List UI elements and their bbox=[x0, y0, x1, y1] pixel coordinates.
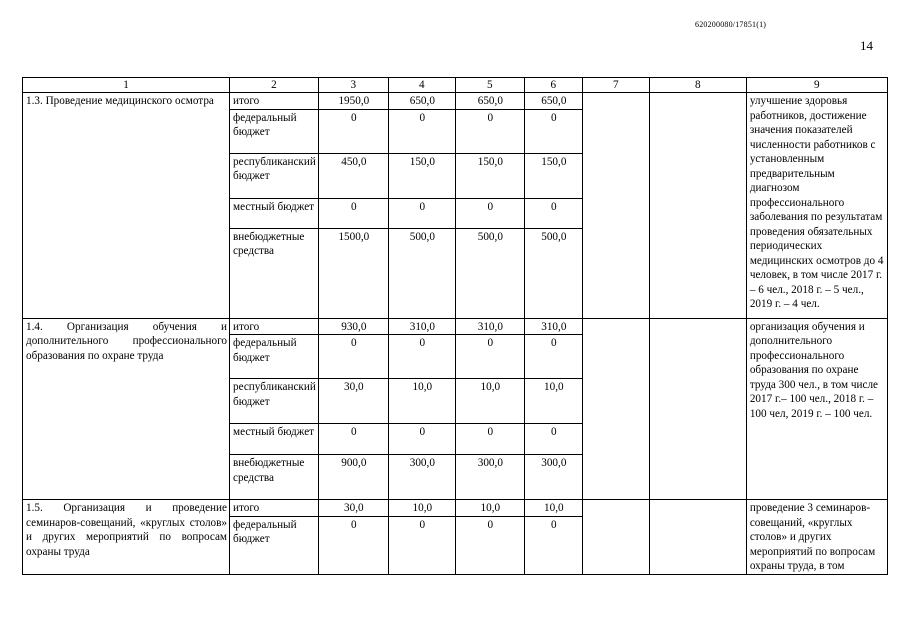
cell-value: 10,0 bbox=[455, 379, 524, 424]
cell-value: 150,0 bbox=[455, 153, 524, 198]
cell-value: 0 bbox=[388, 198, 455, 228]
cell-value: 300,0 bbox=[388, 455, 455, 500]
table-row bbox=[23, 500, 888, 517]
expected-result: улучшение здоровья работников, достижение значения показателей численности работников с установленным предварительным диагнозом профессионального заболевания по результатам проведения обязательных периодических медицинских осмотров до 4 человек, в том числе 2017 г. – 6 чел., 2018 г. – 5 чел., 2019 г. – 4 чел. bbox=[746, 93, 887, 319]
cell-value: 0 bbox=[524, 109, 582, 153]
funding-source: республиканский бюджет bbox=[230, 153, 319, 198]
funding-source: местный бюджет bbox=[230, 424, 319, 455]
cell-value: 310,0 bbox=[388, 318, 455, 335]
table-row bbox=[23, 318, 888, 335]
section-title: 1.5. Организация и проведение семинаров-совещаний, «круглых столов» и других мероприятий по вопросам охраны труда bbox=[23, 500, 230, 575]
cell-value: 0 bbox=[455, 335, 524, 379]
program-table bbox=[22, 77, 888, 575]
column-header: 1 bbox=[23, 78, 230, 93]
funding-source: федеральный бюджет bbox=[230, 109, 319, 153]
funding-source: итого bbox=[230, 500, 319, 517]
section-title: 1.3. Проведение медицинского осмотра bbox=[23, 93, 230, 319]
cell-value: 500,0 bbox=[455, 228, 524, 318]
header-row bbox=[23, 78, 888, 93]
cell-value: 10,0 bbox=[455, 500, 524, 517]
column-header: 5 bbox=[455, 78, 524, 93]
section-title: 1.4. Организация обучения и дополнительного профессионального образования по охране труда bbox=[23, 318, 230, 500]
cell-value: 650,0 bbox=[455, 93, 524, 110]
empty-cell bbox=[649, 318, 746, 500]
cell-value: 0 bbox=[524, 424, 582, 455]
funding-source: федеральный бюджет bbox=[230, 335, 319, 379]
empty-cell bbox=[649, 93, 746, 319]
funding-source: внебюджетные средства bbox=[230, 228, 319, 318]
cell-value: 900,0 bbox=[318, 455, 388, 500]
cell-value: 930,0 bbox=[318, 318, 388, 335]
empty-cell bbox=[649, 500, 746, 575]
cell-value: 1500,0 bbox=[318, 228, 388, 318]
expected-result: организация обучения и дополнительного профессионального образования по охране труда 300 чел., в том числе 2017 г.– 100 чел., 2018 г. – 100 чел, 2019 г. – 100 чел. bbox=[746, 318, 887, 500]
funding-source: федеральный бюджет bbox=[230, 516, 319, 574]
cell-value: 30,0 bbox=[318, 379, 388, 424]
cell-value: 0 bbox=[318, 424, 388, 455]
cell-value: 150,0 bbox=[388, 153, 455, 198]
cell-value: 10,0 bbox=[388, 379, 455, 424]
cell-value: 310,0 bbox=[524, 318, 582, 335]
funding-source: внебюджетные средства bbox=[230, 455, 319, 500]
expected-result: проведение 3 семинаров-совещаний, «круглых столов» и других мероприятий по вопросам охраны труда, в том bbox=[746, 500, 887, 575]
cell-value: 0 bbox=[524, 335, 582, 379]
cell-value: 10,0 bbox=[388, 500, 455, 517]
cell-value: 310,0 bbox=[455, 318, 524, 335]
cell-value: 450,0 bbox=[318, 153, 388, 198]
cell-value: 0 bbox=[388, 424, 455, 455]
empty-cell bbox=[582, 500, 649, 575]
cell-value: 0 bbox=[388, 335, 455, 379]
column-header: 3 bbox=[318, 78, 388, 93]
cell-value: 0 bbox=[455, 424, 524, 455]
document-id: 620200080/17851(1) bbox=[695, 20, 767, 29]
page-number: 14 bbox=[860, 38, 873, 53]
cell-value: 30,0 bbox=[318, 500, 388, 517]
cell-value: 10,0 bbox=[524, 379, 582, 424]
empty-cell bbox=[582, 318, 649, 500]
cell-value: 0 bbox=[388, 516, 455, 574]
cell-value: 0 bbox=[455, 516, 524, 574]
cell-value: 10,0 bbox=[524, 500, 582, 517]
table-row bbox=[23, 93, 888, 110]
cell-value: 0 bbox=[318, 198, 388, 228]
cell-value: 650,0 bbox=[388, 93, 455, 110]
column-header: 2 bbox=[230, 78, 319, 93]
funding-source: итого bbox=[230, 93, 319, 110]
cell-value: 0 bbox=[455, 109, 524, 153]
cell-value: 1950,0 bbox=[318, 93, 388, 110]
cell-value: 300,0 bbox=[455, 455, 524, 500]
cell-value: 650,0 bbox=[524, 93, 582, 110]
funding-source: местный бюджет bbox=[230, 198, 319, 228]
cell-value: 500,0 bbox=[388, 228, 455, 318]
funding-source: республиканский бюджет bbox=[230, 379, 319, 424]
cell-value: 500,0 bbox=[524, 228, 582, 318]
column-header: 8 bbox=[649, 78, 746, 93]
cell-value: 150,0 bbox=[524, 153, 582, 198]
column-header: 6 bbox=[524, 78, 582, 93]
cell-value: 300,0 bbox=[524, 455, 582, 500]
cell-value: 0 bbox=[455, 198, 524, 228]
column-header: 4 bbox=[388, 78, 455, 93]
empty-cell bbox=[582, 93, 649, 319]
funding-source: итого bbox=[230, 318, 319, 335]
cell-value: 0 bbox=[524, 198, 582, 228]
cell-value: 0 bbox=[388, 109, 455, 153]
cell-value: 0 bbox=[524, 516, 582, 574]
column-header: 9 bbox=[746, 78, 887, 93]
column-header: 7 bbox=[582, 78, 649, 93]
cell-value: 0 bbox=[318, 516, 388, 574]
cell-value: 0 bbox=[318, 335, 388, 379]
cell-value: 0 bbox=[318, 109, 388, 153]
